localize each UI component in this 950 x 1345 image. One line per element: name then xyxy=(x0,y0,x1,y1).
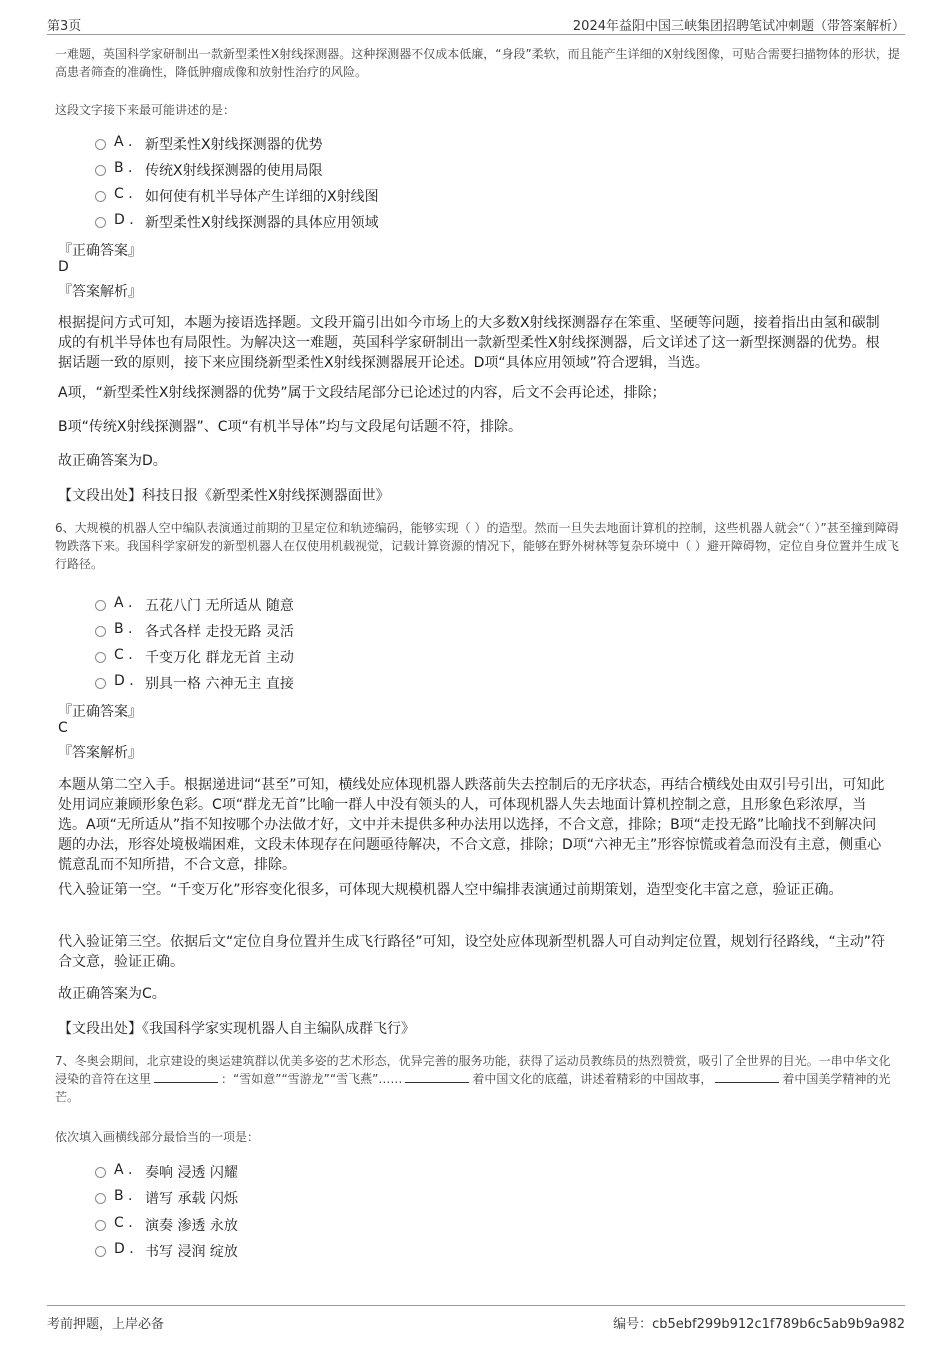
radio-icon[interactable] xyxy=(95,600,106,611)
q5-answer: D xyxy=(58,259,69,275)
q6-source: 【文段出处】《我国科学家实现机器人自主编队成群飞行》 xyxy=(58,1021,415,1037)
document-title: 2024年益阳中国三峡集团招聘笔试冲刺题（带答案解析） xyxy=(572,19,905,34)
document-id: 编号：cb5ebf299b912c1f789b6c5ab9b9a982 xyxy=(613,1317,905,1332)
radio-icon[interactable] xyxy=(95,1193,106,1204)
q6-analysis-p3: 代入验证第三空。依据后文“定位自身位置并生成飞行路径”可知，设空处应体现新型机器人可自动判定位置，规划行径路线，“主动”符合文意，验证正确。 xyxy=(58,934,886,970)
q6-analysis-p1: 本题从第二空入手。根据递进词“甚至”可知，横线处应体现机器人跌落前失去控制后的无序状态，再结合横线处由双引号引出，可知此处用词应兼顾形象色彩。C项“群龙无首”比喻一群人中没有领头的人，可体现机器人失去地面计算机控制之意，且形象色彩浓厚，当选。A项“无所适从”指不知按哪个办法做才好，文中并未提供多种办法用以选择，不合文意，排除；B项“走投无路”比喻找不到解决问题的办法，形容处境极端困难，文段未体现存在问题亟待解决，不合文意，排除；D项“六神无主”形容惊慌或着急而没有主意，侧重心慌意乱而不知所措，不合文意，排除。 xyxy=(58,777,885,873)
radio-icon[interactable] xyxy=(95,165,106,176)
page-number: 第3页 xyxy=(47,19,82,34)
q5-prompt: 这段文字接下来最可能讲述的是： xyxy=(55,103,236,117)
q7-prompt: 依次填入画横线部分最恰当的一项是： xyxy=(55,1130,260,1144)
page-footer xyxy=(47,1305,905,1331)
q6-analysis-p4: 故正确答案为C。 xyxy=(58,986,166,1002)
q6-analysis-p2: 代入验证第一空。“千变万化”形容变化很多，可体现大规模机器人空中编排表演通过前期策划，造型变化丰富之意，验证正确。 xyxy=(58,882,843,898)
radio-icon[interactable] xyxy=(95,678,106,689)
radio-icon[interactable] xyxy=(95,626,106,637)
fill-blank-2[interactable] xyxy=(405,1071,469,1083)
fill-blank-3[interactable] xyxy=(715,1071,779,1083)
radio-icon[interactable] xyxy=(95,1167,106,1178)
q6-answer: C xyxy=(58,720,68,736)
radio-icon[interactable] xyxy=(95,217,106,228)
radio-icon[interactable] xyxy=(95,652,106,663)
q5-analysis-p1: 根据提问方式可知，本题为接语选择题。文段开篇引出如今市场上的大多数X射线探测器存在笨重、坚硬等问题，接着指出由氢和碳制成的有机半导体也有局限性。为解决这一难题，英国科学家研制出一款新型柔性X射线探测器，后文详述了这一新型探测器的优势。根据话题一致的原则，接下来应围绕新型柔性X射线探测器展开论述。D项“具体应用领域”符合逻辑，当选。 xyxy=(58,315,880,371)
q6-answer-label: 『正确答案』 xyxy=(58,704,142,720)
q5-analysis-p4: 故正确答案为D。 xyxy=(58,453,167,469)
fill-blank-1[interactable] xyxy=(154,1071,218,1083)
q7-intro: 7、冬奥会期间，北京建设的奥运建筑群以优美多姿的艺术形态，优异完善的服务功能，获得了运动员教练员的热烈赞赏，吸引了全世界的目光。一串中华文化浸染的音符在这里 ：“雪如意”“雪游龙”“雪飞燕”…… 着中国文化的底蕴，讲述着精彩的中国故事， 着中国美学精神的光芒。 xyxy=(55,1054,891,1104)
q5-analysis-p3: B项“传统X射线探测器”、C项“有机半导体”均与文段尾句话题不符，排除。 xyxy=(58,419,522,435)
q5-source: 【文段出处】科技日报《新型柔性X射线探测器面世》 xyxy=(58,488,390,504)
page-header xyxy=(47,15,905,35)
footer-slogan: 考前押题，上岸必备 xyxy=(47,1317,165,1332)
q5-analysis-p2: A项，“新型柔性X射线探测器的优势”属于文段结尾部分已论述过的内容，后文不会再论述，排除； xyxy=(58,385,666,401)
radio-icon[interactable] xyxy=(95,1220,106,1231)
q6-intro: 6、大规模的机器人空中编队表演通过前期的卫星定位和轨迹编码，能够实现（ ）的造型。然而一旦失去地面计算机的控制，这些机器人就会“（ ）”甚至撞到障碍物跌落下来。我国科学家研发的新型机器人在仅使用机载视觉，记载计算资源的情况下，能够在野外树林等复杂环境中（ ）避开障碍物，定位自身位置并生成飞行路径。 xyxy=(55,521,899,571)
radio-icon[interactable] xyxy=(95,1246,106,1257)
q5-answer-label: 『正确答案』 xyxy=(58,243,142,259)
q5-intro: 一难题，英国科学家研制出一款新型柔性X射线探测器。这种探测器不仅成本低廉，“身段”柔软，而且能产生详细的X射线图像，可贴合需要扫描物体的形状，提高患者筛查的准确性，降低肿瘤成像和放射性治疗的风险。 xyxy=(55,47,900,79)
radio-icon[interactable] xyxy=(95,139,106,150)
q5-analysis-label: 『答案解析』 xyxy=(58,284,142,300)
radio-icon[interactable] xyxy=(95,191,106,202)
q6-analysis-label: 『答案解析』 xyxy=(58,745,142,761)
